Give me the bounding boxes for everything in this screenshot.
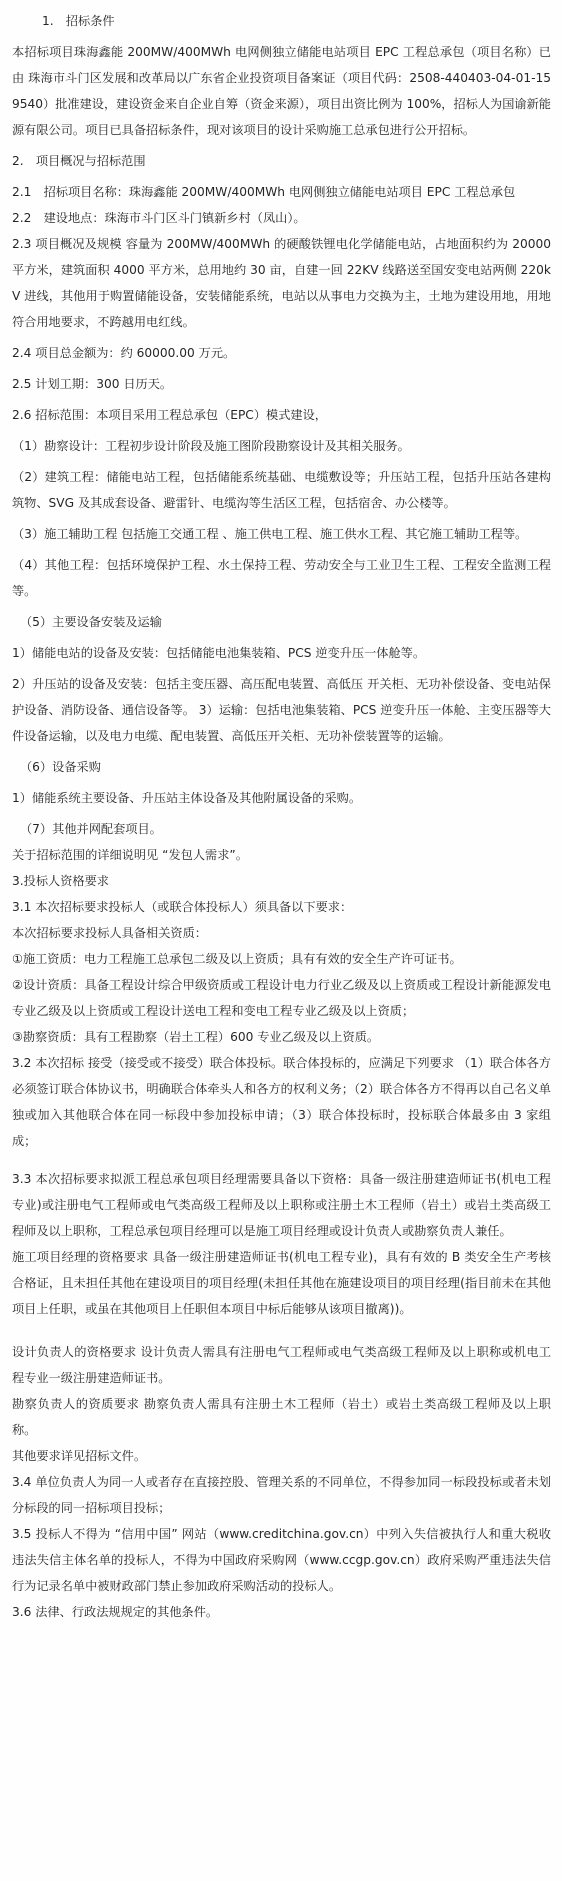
scope-item-5-2: 2）升压站的设备及安装：包括主变压器、高压配电装置、高低压 开关柜、无功补偿设备、变电站保护设备、消防设备、通信设备等。 3）运输：包括电池集装箱、PCS 逆变升压一体舱、主变压器等大 件设备运输，以及电力电缆、配电装置、高低压开关柜、无功补偿装置等的运输。 [12, 677, 551, 743]
clause-3-1-intro: 本次招标要求投标人具备相关资质： [12, 926, 207, 940]
scope-item-1: （1）勘察设计：工程初步设计阶段及施工图阶段勘察设计及其相关服务。 [12, 439, 410, 453]
survey-lead-requirements: 勘察负责人的资质要求 勘察负责人需具有注册土木工程师（岩土）或岩土类高级工程师及以上职称。 [12, 1397, 551, 1437]
construction-manager-requirements: 施工项目经理的资格要求 具备一级注册建造师证书(机电工程专业)，具有有效的 B 类安全生产考核合格证，且未担任其他在建设项目的项目经理(未担任其他在施建设项目的项目经理(指目前未在其他项目上任职，或虽在其他项目上任职但本项目中标后能够从该项目撤离))。 [12, 1250, 551, 1316]
clause-2-2: 2.2 建设地点：珠海市斗门区斗门镇新乡村（凤山）。 [12, 211, 306, 225]
section-1-body: 本招标项目珠海鑫能 200MW/400MWh 电网侧独立储能电站项目 EPC 工程总承包（项目名称）已由 珠海市斗门区发展和改革局以广东省企业投资项目备案证（项目代码：2508-440403-04-01-159540）批准建设，建设资金来自企业自筹（资金来源），项目出资比例为 100%，招标人为国谕新能源有限公司。项目已具备招标条件，现对该项目的设计采购施工总承包进行公开招标。 [12, 45, 551, 137]
clause-2-5: 2.5 计划工期：300 日历天。 [12, 377, 173, 391]
scope-item-5: （5）主要设备安装及运输 [20, 615, 162, 629]
scope-item-4: （4）其他工程：包括环境保护工程、水土保持工程、劳动安全与工业卫生工程、工程安全监测工程等。 [12, 558, 551, 598]
clause-3-6: 3.6 法律、行政法规规定的其他条件。 [12, 1605, 219, 1619]
clause-3-2: 3.2 本次招标 接受（接受或不接受）联合体投标。联合体投标的，应满足下列要求 （1）联合体各方必须签订联合体协议书，明确联合体牵头人和各方的权利义务；（2）联合体各方不得再以自己名义单独或加入其他联合体在同一标段中参加投标申请；（3）联合体投标时，投标联合体最多由 3 家组成； [12, 1056, 551, 1148]
clause-2-3: 2.3 项目概况及规模 容量为 200MW/400MWh 的硬酸铁锂电化学储能电站，占地面积约为 20000 平方米，建筑面积 4000 平方米，总用地约 30 亩，自建一回 22KV 线路送至国安变电站两侧 220kV 进线，其他用于购置储能设备，安装储能系统，电站以从事电力交换为主，土地为建设用地，用地符合用地要求，不跨越用电红线。 [12, 237, 551, 329]
section-3-heading: 3.投标人资格要求 [12, 874, 109, 888]
clause-3-3: 3.3 本次招标要求拟派工程总承包项目经理需要具备以下资格：具备一级注册建造师证书(机电工程专业)或注册电气工程师或电气类高级工程师及以上职称或注册土木工程师（岩土）或岩土类高级工程师及以上职称，工程总承包项目经理可以是施工项目经理或设计负责人或勘察负责人兼任。 [12, 1172, 551, 1238]
design-lead-requirements: 设计负责人的资格要求 设计负责人需具有注册电气工程师或电气类高级工程师及以上职称或机电工程专业一级注册建造师证书。 [12, 1345, 551, 1385]
scope-item-6-1: 1）储能系统主要设备、升压站主体设备及其他附属设备的采购。 [12, 791, 362, 805]
qualification-construction: ①施工资质：电力工程施工总承包二级及以上资质；具有有效的安全生产许可证书。 [12, 952, 462, 966]
other-requirements: 其他要求详见招标文件。 [12, 1449, 147, 1463]
qualification-design: ②设计资质：具备工程设计综合甲级资质或工程设计电力行业乙级及以上资质或工程设计新能源发电专业乙级及以上资质或工程设计送电工程和变电工程专业乙级及以上资质； [12, 978, 551, 1018]
scope-note: 关于招标范围的详细说明见 “发包人需求”。 [12, 848, 248, 862]
clause-3-4: 3.4 单位负责人为同一人或者存在直接控股、管理关系的不同单位，不得参加同一标段投标或者未划分标段的同一招标项目投标； [12, 1475, 551, 1515]
section-2-heading: 2. 项目概况与招标范围 [12, 154, 146, 168]
qualification-survey: ③勘察资质：具有工程勘察（岩土工程）600 专业乙级及以上资质。 [12, 1030, 380, 1044]
scope-item-7: （7）其他并网配套项目。 [20, 822, 162, 836]
clause-2-6: 2.6 招标范围：本项目采用工程总承包（EPC）模式建设， [12, 408, 327, 422]
section-1-heading: 1. 招标条件 [42, 14, 115, 28]
scope-item-3: （3）施工辅助工程 包括施工交通工程 、施工供电工程、施工供水工程、其它施工辅助工程等。 [12, 527, 528, 541]
scope-item-5-1: 1）储能电站的设备及安装：包括储能电池集装箱、PCS 逆变升压一体舱等。 [12, 646, 426, 660]
clause-3-1: 3.1 本次招标要求投标人（或联合体投标人）须具备以下要求： [12, 900, 353, 914]
clause-2-1: 2.1 招标项目名称：珠海鑫能 200MW/400MWh 电网侧独立储能电站项目 EPC 工程总承包 [12, 185, 516, 199]
clause-2-4: 2.4 项目总金额为：约 60000.00 万元。 [12, 346, 236, 360]
scope-item-6: （6）设备采购 [20, 760, 101, 774]
scope-item-2: （2）建筑工程：储能电站工程，包括储能系统基础、电缆敷设等；升压站工程，包括升压站各建构筑物、SVG 及其成套设备、避雷针、电缆沟等生活区工程，包括宿舍、办公楼等。 [12, 470, 551, 510]
clause-3-5: 3.5 投标人不得为 “信用中国” 网站（www.creditchina.gov.cn）中列入失信被执行人和重大税收违法失信主体名单的投标人，不得为中国政府采购网（www.ccgp.gov.cn）政府采购严重违法失信行为记录名单中被财政部门禁止参加政府采购活动的投标人。 [12, 1527, 551, 1593]
